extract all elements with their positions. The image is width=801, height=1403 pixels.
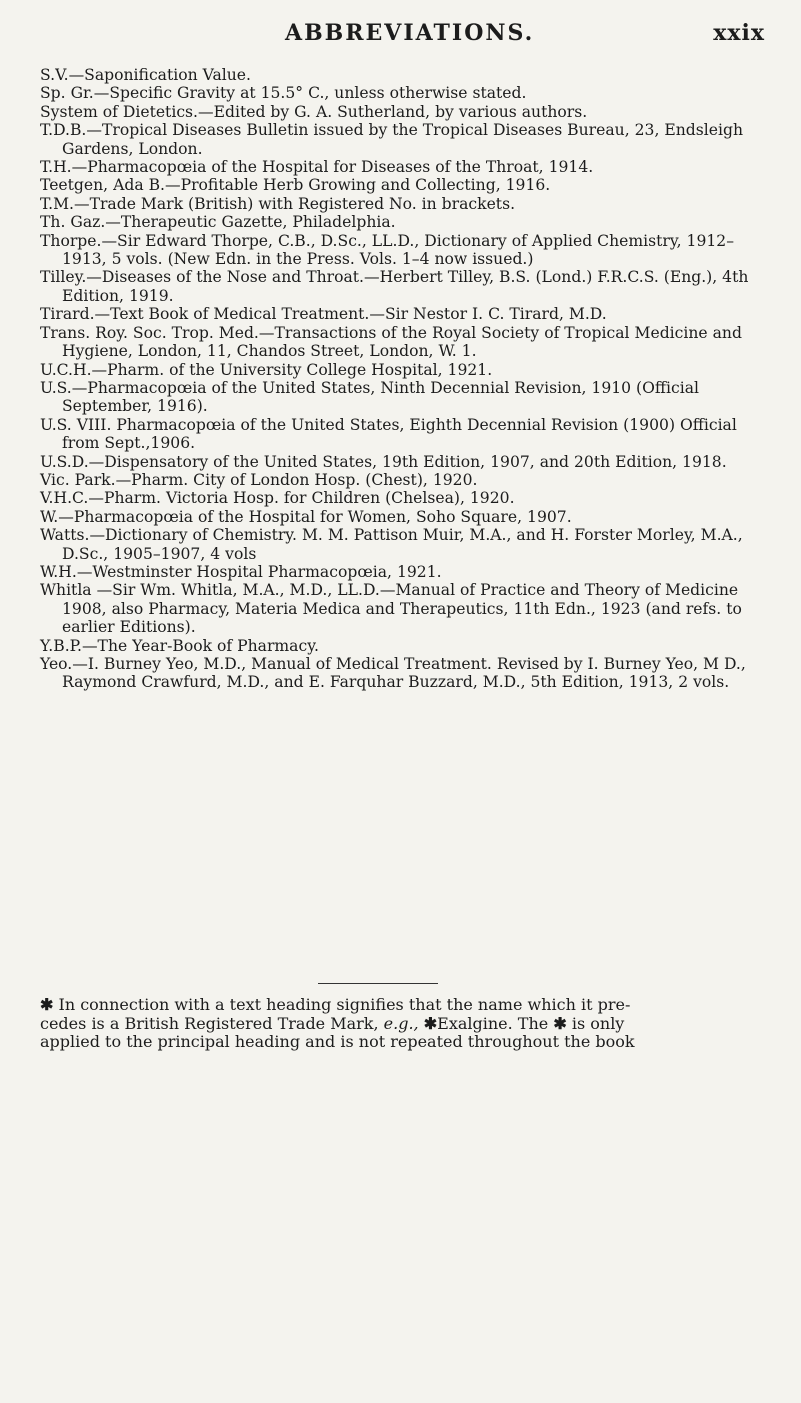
abbreviation-entry: Tirard.—Text Book of Medical Treatment.—Sir Nestor I. C. Tirard, M.D.	[40, 305, 607, 324]
abbreviation-entry: Tilley.—Diseases of the Nose and Throat.—Herbert Tilley, B.S. (Lond.) F.R.C.S. (Eng.), 4th Edition, 1919.	[40, 268, 749, 305]
abbreviation-entry: U.S.D.—Dispensatory of the United States, 19th Edition, 1907, and 20th Edition, 1918.	[40, 452, 727, 471]
footnote-line-1: ✱ In connection with a text heading signifies that the name which it pre-	[40, 995, 631, 1014]
abbreviation-entry: V.H.C.—Pharm. Victoria Hosp. for Children (Chelsea), 1920.	[40, 489, 515, 508]
footnote-line-2: cedes is a British Registered Trade Mark, e.g., ✱Exalgine. The ✱ is only	[40, 1013, 625, 1033]
trademark-star-icon: ✱	[423, 1013, 438, 1033]
page-number: xxix	[713, 20, 765, 46]
abbreviation-entry: Watts.—Dictionary of Chemistry. M. M. Pattison Muir, M.A., and H. Forster Morley, M.A., D.Sc., 1905–1907, 4 vols	[40, 526, 743, 563]
abbreviation-entry: U.S. VIII. Pharmacopœia of the United States, Eighth Decennial Revision (1900) Official from Sept.,1906.	[40, 415, 737, 453]
abbreviation-entry: Thorpe.—Sir Edward Thorpe, C.B., D.Sc., LL.D., Dictionary of Applied Chemistry, 1912–1913, 5 vols. (New Edn. in the Press. Vols. 1–4 now issued.)	[40, 231, 735, 269]
abbreviation-list	[40, 66, 775, 692]
running-title: ABBREVIATIONS.	[285, 20, 535, 46]
footnote-line-3: applied to the principal heading and is not repeated throughout the book	[40, 1032, 635, 1051]
abbreviation-entry: Sp. Gr.—Specific Gravity at 15.5° C., unless otherwise stated.	[40, 84, 527, 103]
abbreviation-entry: Teetgen, Ada B.—Profitable Herb Growing and Collecting, 1916.	[40, 176, 551, 195]
abbreviation-entry: Whitla —Sir Wm. Whitla, M.A., M.D., LL.D.—Manual of Practice and Theory of Medicine 1908, also Pharmacy, Materia Medica and Therapeutics, 11th Edn., 1923 (and refs. to earlier Editions).	[40, 581, 742, 637]
abbreviation-entry: U.S.—Pharmacopœia of the United States, Ninth Decennial Revision, 1910 (Official September, 1916).	[40, 378, 699, 416]
trademark-star-icon: ✱	[553, 1013, 567, 1033]
footnote	[40, 996, 780, 1052]
abbreviation-entry: W.—Pharmacopœia of the Hospital for Women, Soho Square, 1907.	[40, 507, 572, 526]
abbreviation-entry: Th. Gaz.—Therapeutic Gazette, Philadelphia.	[40, 213, 396, 232]
abbreviation-entry: Trans. Roy. Soc. Trop. Med.—Transactions of the Royal Society of Tropical Medicine and Hygiene, London, 11, Chandos Street, London, W. 1.	[40, 323, 742, 361]
abbreviation-entry: Y.B.P.—The Year-Book of Pharmacy.	[40, 636, 319, 655]
abbreviation-entry: Vic. Park.—Pharm. City of London Hosp. (Chest), 1920.	[40, 470, 478, 489]
page-header	[0, 20, 801, 50]
abbreviation-entry: T.H.—Pharmacopœia of the Hospital for Diseases of the Throat, 1914.	[40, 158, 594, 177]
abbreviation-entry: S.V.—Saponification Value.	[40, 66, 251, 84]
abbreviation-entry: System of Dietetics.—Edited by G. A. Sutherland, by various authors.	[40, 102, 588, 121]
abbreviation-entry: T.D.B.—Tropical Diseases Bulletin issued by the Tropical Diseases Bureau, 23, Endsleigh Gardens, London.	[40, 121, 744, 158]
trademark-star-icon: ✱	[40, 995, 54, 1014]
abbreviation-entry: T.M.—Trade Mark (British) with Registered No. in brackets.	[40, 194, 516, 213]
abbreviation-entry: Yeo.—I. Burney Yeo, M.D., Manual of Medical Treatment. Revised by I. Burney Yeo, M D., Raymond Crawfurd, M.D., and E. Farquhar Buzzard, M.D., 5th Edition, 1913, 2 vols.	[40, 655, 746, 692]
abbreviation-entry: W.H.—Westminster Hospital Pharmacopœia, 1921.	[40, 562, 442, 581]
footnote-divider	[318, 983, 438, 984]
abbreviation-entry: U.C.H.—Pharm. of the University College Hospital, 1921.	[40, 360, 493, 379]
